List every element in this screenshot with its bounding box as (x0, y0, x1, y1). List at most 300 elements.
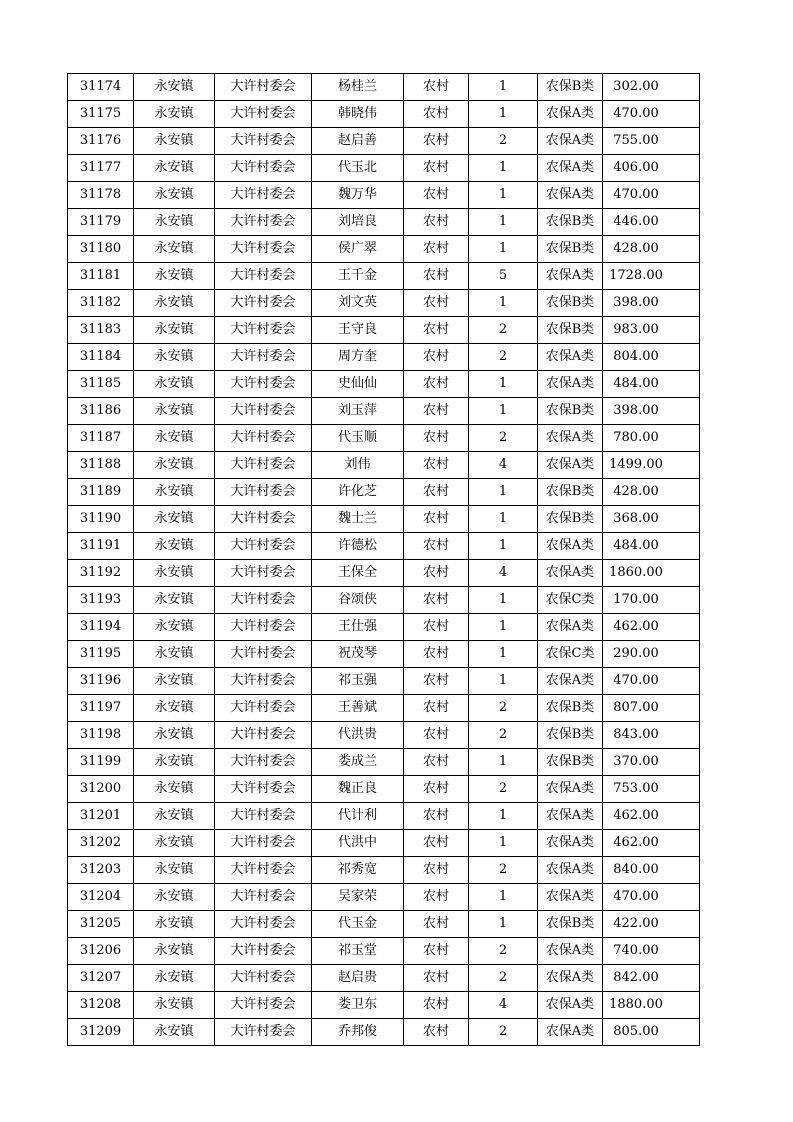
cell-person-name: 代洪贵 (312, 722, 404, 749)
table-row (68, 992, 700, 1019)
cell-village: 大许村委会 (215, 74, 312, 101)
cell-household-count: 2 (469, 344, 538, 371)
cell-person-name: 祁玉强 (312, 668, 404, 695)
cell-household-count: 2 (469, 938, 538, 965)
cell-person-name: 赵启善 (312, 128, 404, 155)
cell-amount: 780.00 (603, 425, 700, 452)
cell-record-id: 31194 (68, 614, 134, 641)
cell-area-type: 农村 (404, 641, 469, 668)
cell-record-id: 31187 (68, 425, 134, 452)
table-row (68, 695, 700, 722)
cell-area-type: 农村 (404, 776, 469, 803)
table-row (68, 344, 700, 371)
cell-insurance-category: 农保B类 (538, 911, 603, 938)
cell-household-count: 2 (469, 776, 538, 803)
cell-record-id: 31177 (68, 155, 134, 182)
cell-village: 大许村委会 (215, 587, 312, 614)
cell-person-name: 魏正良 (312, 776, 404, 803)
cell-area-type: 农村 (404, 1019, 469, 1046)
table-row (68, 911, 700, 938)
cell-town: 永安镇 (134, 992, 215, 1019)
cell-insurance-category: 农保B类 (538, 398, 603, 425)
cell-insurance-category: 农保A类 (538, 776, 603, 803)
cell-person-name: 魏万华 (312, 182, 404, 209)
table-row (68, 209, 700, 236)
cell-amount: 753.00 (603, 776, 700, 803)
cell-insurance-category: 农保C类 (538, 641, 603, 668)
cell-town: 永安镇 (134, 560, 215, 587)
cell-amount: 462.00 (603, 830, 700, 857)
cell-area-type: 农村 (404, 74, 469, 101)
cell-amount: 422.00 (603, 911, 700, 938)
cell-town: 永安镇 (134, 641, 215, 668)
table-row (68, 155, 700, 182)
roster-body (68, 74, 700, 1046)
table-row (68, 182, 700, 209)
table-row (68, 101, 700, 128)
cell-household-count: 1 (469, 884, 538, 911)
cell-village: 大许村委会 (215, 560, 312, 587)
cell-area-type: 农村 (404, 965, 469, 992)
cell-amount: 446.00 (603, 209, 700, 236)
cell-household-count: 1 (469, 803, 538, 830)
cell-insurance-category: 农保B类 (538, 290, 603, 317)
cell-village: 大许村委会 (215, 263, 312, 290)
cell-record-id: 31203 (68, 857, 134, 884)
table-row (68, 371, 700, 398)
cell-person-name: 吴家荣 (312, 884, 404, 911)
cell-town: 永安镇 (134, 911, 215, 938)
cell-amount: 983.00 (603, 317, 700, 344)
cell-amount: 807.00 (603, 695, 700, 722)
cell-amount: 398.00 (603, 290, 700, 317)
table-row (68, 857, 700, 884)
cell-amount: 484.00 (603, 371, 700, 398)
cell-amount: 755.00 (603, 128, 700, 155)
cell-town: 永安镇 (134, 263, 215, 290)
cell-village: 大许村委会 (215, 1019, 312, 1046)
cell-household-count: 4 (469, 560, 538, 587)
cell-record-id: 31193 (68, 587, 134, 614)
cell-record-id: 31190 (68, 506, 134, 533)
cell-town: 永安镇 (134, 587, 215, 614)
cell-record-id: 31206 (68, 938, 134, 965)
cell-town: 永安镇 (134, 317, 215, 344)
cell-household-count: 4 (469, 452, 538, 479)
cell-insurance-category: 农保A类 (538, 155, 603, 182)
cell-record-id: 31174 (68, 74, 134, 101)
cell-area-type: 农村 (404, 236, 469, 263)
cell-record-id: 31199 (68, 749, 134, 776)
cell-household-count: 1 (469, 236, 538, 263)
cell-area-type: 农村 (404, 398, 469, 425)
cell-person-name: 代玉金 (312, 911, 404, 938)
cell-village: 大许村委会 (215, 857, 312, 884)
table-row (68, 803, 700, 830)
cell-record-id: 31183 (68, 317, 134, 344)
cell-record-id: 31197 (68, 695, 134, 722)
cell-village: 大许村委会 (215, 722, 312, 749)
cell-town: 永安镇 (134, 938, 215, 965)
cell-amount: 302.00 (603, 74, 700, 101)
cell-amount: 1728.00 (603, 263, 700, 290)
cell-town: 永安镇 (134, 776, 215, 803)
cell-amount: 368.00 (603, 506, 700, 533)
cell-town: 永安镇 (134, 857, 215, 884)
cell-village: 大许村委会 (215, 479, 312, 506)
cell-insurance-category: 农保B类 (538, 317, 603, 344)
cell-town: 永安镇 (134, 209, 215, 236)
cell-amount: 484.00 (603, 533, 700, 560)
cell-person-name: 史仙仙 (312, 371, 404, 398)
cell-household-count: 1 (469, 182, 538, 209)
cell-record-id: 31204 (68, 884, 134, 911)
cell-town: 永安镇 (134, 290, 215, 317)
cell-person-name: 娄卫东 (312, 992, 404, 1019)
cell-area-type: 农村 (404, 317, 469, 344)
table-row (68, 668, 700, 695)
cell-town: 永安镇 (134, 398, 215, 425)
cell-person-name: 魏士兰 (312, 506, 404, 533)
cell-person-name: 代玉北 (312, 155, 404, 182)
cell-area-type: 农村 (404, 830, 469, 857)
cell-insurance-category: 农保A类 (538, 344, 603, 371)
cell-person-name: 代计利 (312, 803, 404, 830)
cell-town: 永安镇 (134, 344, 215, 371)
cell-insurance-category: 农保A类 (538, 884, 603, 911)
cell-household-count: 2 (469, 317, 538, 344)
cell-person-name: 周方奎 (312, 344, 404, 371)
cell-amount: 406.00 (603, 155, 700, 182)
cell-insurance-category: 农保A类 (538, 668, 603, 695)
cell-insurance-category: 农保A类 (538, 425, 603, 452)
cell-town: 永安镇 (134, 479, 215, 506)
cell-town: 永安镇 (134, 884, 215, 911)
cell-amount: 1860.00 (603, 560, 700, 587)
cell-person-name: 祁玉堂 (312, 938, 404, 965)
cell-person-name: 杨桂兰 (312, 74, 404, 101)
cell-village: 大许村委会 (215, 533, 312, 560)
cell-household-count: 1 (469, 533, 538, 560)
cell-village: 大许村委会 (215, 371, 312, 398)
table-row (68, 398, 700, 425)
cell-person-name: 王守良 (312, 317, 404, 344)
table-row (68, 587, 700, 614)
cell-insurance-category: 农保A类 (538, 965, 603, 992)
cell-area-type: 农村 (404, 722, 469, 749)
cell-record-id: 31189 (68, 479, 134, 506)
cell-amount: 840.00 (603, 857, 700, 884)
cell-area-type: 农村 (404, 560, 469, 587)
cell-village: 大许村委会 (215, 344, 312, 371)
table-row (68, 425, 700, 452)
table-row (68, 263, 700, 290)
cell-household-count: 2 (469, 1019, 538, 1046)
cell-record-id: 31175 (68, 101, 134, 128)
cell-village: 大许村委会 (215, 182, 312, 209)
cell-area-type: 农村 (404, 155, 469, 182)
cell-person-name: 祁秀宽 (312, 857, 404, 884)
cell-household-count: 1 (469, 290, 538, 317)
cell-area-type: 农村 (404, 533, 469, 560)
cell-amount: 462.00 (603, 803, 700, 830)
cell-record-id: 31207 (68, 965, 134, 992)
cell-insurance-category: 农保A类 (538, 182, 603, 209)
cell-village: 大许村委会 (215, 830, 312, 857)
table-row (68, 506, 700, 533)
cell-amount: 170.00 (603, 587, 700, 614)
cell-area-type: 农村 (404, 479, 469, 506)
cell-town: 永安镇 (134, 236, 215, 263)
cell-record-id: 31179 (68, 209, 134, 236)
cell-insurance-category: 农保A类 (538, 533, 603, 560)
cell-area-type: 农村 (404, 101, 469, 128)
cell-amount: 290.00 (603, 641, 700, 668)
cell-person-name: 许德松 (312, 533, 404, 560)
cell-area-type: 农村 (404, 803, 469, 830)
table-row (68, 965, 700, 992)
cell-area-type: 农村 (404, 290, 469, 317)
cell-household-count: 1 (469, 587, 538, 614)
cell-amount: 470.00 (603, 668, 700, 695)
cell-insurance-category: 农保B类 (538, 74, 603, 101)
cell-household-count: 1 (469, 830, 538, 857)
cell-area-type: 农村 (404, 695, 469, 722)
cell-area-type: 农村 (404, 587, 469, 614)
cell-household-count: 1 (469, 155, 538, 182)
cell-insurance-category: 农保B类 (538, 722, 603, 749)
cell-area-type: 农村 (404, 209, 469, 236)
cell-village: 大许村委会 (215, 209, 312, 236)
cell-town: 永安镇 (134, 749, 215, 776)
cell-amount: 842.00 (603, 965, 700, 992)
cell-area-type: 农村 (404, 371, 469, 398)
table-row (68, 884, 700, 911)
cell-village: 大许村委会 (215, 398, 312, 425)
roster-table (67, 73, 700, 1046)
cell-amount: 740.00 (603, 938, 700, 965)
cell-record-id: 31181 (68, 263, 134, 290)
cell-person-name: 刘伟 (312, 452, 404, 479)
table-row (68, 641, 700, 668)
cell-village: 大许村委会 (215, 938, 312, 965)
cell-area-type: 农村 (404, 344, 469, 371)
cell-insurance-category: 农保B类 (538, 749, 603, 776)
cell-amount: 1880.00 (603, 992, 700, 1019)
cell-area-type: 农村 (404, 182, 469, 209)
cell-record-id: 31184 (68, 344, 134, 371)
cell-household-count: 2 (469, 425, 538, 452)
cell-village: 大许村委会 (215, 884, 312, 911)
cell-record-id: 31205 (68, 911, 134, 938)
cell-household-count: 1 (469, 101, 538, 128)
cell-town: 永安镇 (134, 101, 215, 128)
cell-village: 大许村委会 (215, 506, 312, 533)
table-row (68, 128, 700, 155)
cell-insurance-category: 农保A类 (538, 830, 603, 857)
cell-town: 永安镇 (134, 506, 215, 533)
cell-person-name: 王仕强 (312, 614, 404, 641)
cell-person-name: 王善斌 (312, 695, 404, 722)
cell-town: 永安镇 (134, 803, 215, 830)
cell-person-name: 祝茂琴 (312, 641, 404, 668)
cell-insurance-category: 农保A类 (538, 371, 603, 398)
cell-town: 永安镇 (134, 452, 215, 479)
cell-record-id: 31195 (68, 641, 134, 668)
cell-insurance-category: 农保B类 (538, 695, 603, 722)
cell-person-name: 乔邦俊 (312, 1019, 404, 1046)
cell-insurance-category: 农保C类 (538, 587, 603, 614)
table-row (68, 614, 700, 641)
cell-record-id: 31191 (68, 533, 134, 560)
cell-household-count: 2 (469, 857, 538, 884)
cell-insurance-category: 农保A类 (538, 1019, 603, 1046)
cell-person-name: 代玉顺 (312, 425, 404, 452)
cell-area-type: 农村 (404, 911, 469, 938)
cell-town: 永安镇 (134, 425, 215, 452)
cell-person-name: 刘玉萍 (312, 398, 404, 425)
cell-household-count: 2 (469, 128, 538, 155)
cell-record-id: 31185 (68, 371, 134, 398)
cell-insurance-category: 农保A类 (538, 263, 603, 290)
cell-household-count: 1 (469, 614, 538, 641)
cell-amount: 804.00 (603, 344, 700, 371)
cell-person-name: 赵启贵 (312, 965, 404, 992)
cell-amount: 398.00 (603, 398, 700, 425)
cell-record-id: 31202 (68, 830, 134, 857)
cell-insurance-category: 农保A类 (538, 452, 603, 479)
cell-area-type: 农村 (404, 128, 469, 155)
cell-household-count: 1 (469, 668, 538, 695)
cell-record-id: 31198 (68, 722, 134, 749)
cell-record-id: 31186 (68, 398, 134, 425)
cell-insurance-category: 农保A类 (538, 128, 603, 155)
table-row (68, 1019, 700, 1046)
cell-village: 大许村委会 (215, 668, 312, 695)
cell-amount: 370.00 (603, 749, 700, 776)
cell-amount: 428.00 (603, 236, 700, 263)
cell-village: 大许村委会 (215, 965, 312, 992)
cell-amount: 805.00 (603, 1019, 700, 1046)
cell-village: 大许村委会 (215, 155, 312, 182)
cell-insurance-category: 农保A类 (538, 101, 603, 128)
cell-town: 永安镇 (134, 1019, 215, 1046)
cell-area-type: 农村 (404, 452, 469, 479)
cell-town: 永安镇 (134, 533, 215, 560)
cell-village: 大许村委会 (215, 992, 312, 1019)
cell-area-type: 农村 (404, 263, 469, 290)
cell-person-name: 娄成兰 (312, 749, 404, 776)
cell-person-name: 刘培良 (312, 209, 404, 236)
cell-town: 永安镇 (134, 182, 215, 209)
cell-household-count: 2 (469, 722, 538, 749)
cell-record-id: 31196 (68, 668, 134, 695)
cell-person-name: 代洪中 (312, 830, 404, 857)
cell-area-type: 农村 (404, 992, 469, 1019)
cell-record-id: 31209 (68, 1019, 134, 1046)
cell-record-id: 31176 (68, 128, 134, 155)
cell-household-count: 1 (469, 911, 538, 938)
cell-village: 大许村委会 (215, 614, 312, 641)
cell-area-type: 农村 (404, 506, 469, 533)
cell-village: 大许村委会 (215, 101, 312, 128)
table-row (68, 452, 700, 479)
cell-person-name: 谷颂侠 (312, 587, 404, 614)
cell-area-type: 农村 (404, 938, 469, 965)
cell-village: 大许村委会 (215, 317, 312, 344)
cell-town: 永安镇 (134, 695, 215, 722)
cell-amount: 470.00 (603, 884, 700, 911)
cell-record-id: 31178 (68, 182, 134, 209)
cell-insurance-category: 农保A类 (538, 614, 603, 641)
cell-household-count: 1 (469, 749, 538, 776)
table-row (68, 749, 700, 776)
cell-insurance-category: 农保B类 (538, 236, 603, 263)
cell-town: 永安镇 (134, 722, 215, 749)
cell-town: 永安镇 (134, 965, 215, 992)
table-row (68, 317, 700, 344)
table-row (68, 722, 700, 749)
cell-household-count: 1 (469, 479, 538, 506)
cell-amount: 1499.00 (603, 452, 700, 479)
table-row (68, 479, 700, 506)
cell-record-id: 31188 (68, 452, 134, 479)
cell-household-count: 1 (469, 74, 538, 101)
cell-household-count: 1 (469, 371, 538, 398)
cell-area-type: 农村 (404, 857, 469, 884)
table-row (68, 830, 700, 857)
cell-household-count: 4 (469, 992, 538, 1019)
cell-household-count: 1 (469, 209, 538, 236)
cell-record-id: 31201 (68, 803, 134, 830)
cell-record-id: 31180 (68, 236, 134, 263)
cell-town: 永安镇 (134, 74, 215, 101)
cell-village: 大许村委会 (215, 641, 312, 668)
cell-person-name: 王保全 (312, 560, 404, 587)
cell-area-type: 农村 (404, 614, 469, 641)
cell-area-type: 农村 (404, 668, 469, 695)
cell-household-count: 1 (469, 506, 538, 533)
cell-record-id: 31192 (68, 560, 134, 587)
cell-insurance-category: 农保B类 (538, 479, 603, 506)
cell-amount: 843.00 (603, 722, 700, 749)
cell-area-type: 农村 (404, 884, 469, 911)
cell-village: 大许村委会 (215, 749, 312, 776)
table-row (68, 560, 700, 587)
cell-village: 大许村委会 (215, 776, 312, 803)
cell-village: 大许村委会 (215, 695, 312, 722)
cell-household-count: 2 (469, 695, 538, 722)
cell-village: 大许村委会 (215, 236, 312, 263)
table-row (68, 938, 700, 965)
cell-insurance-category: 农保A类 (538, 560, 603, 587)
cell-household-count: 1 (469, 641, 538, 668)
table-row (68, 236, 700, 263)
cell-record-id: 31208 (68, 992, 134, 1019)
cell-town: 永安镇 (134, 668, 215, 695)
cell-amount: 462.00 (603, 614, 700, 641)
table-row (68, 776, 700, 803)
cell-record-id: 31182 (68, 290, 134, 317)
table-row (68, 290, 700, 317)
cell-village: 大许村委会 (215, 803, 312, 830)
cell-household-count: 1 (469, 398, 538, 425)
cell-town: 永安镇 (134, 371, 215, 398)
cell-insurance-category: 农保B类 (538, 506, 603, 533)
cell-village: 大许村委会 (215, 911, 312, 938)
cell-town: 永安镇 (134, 128, 215, 155)
cell-area-type: 农村 (404, 749, 469, 776)
